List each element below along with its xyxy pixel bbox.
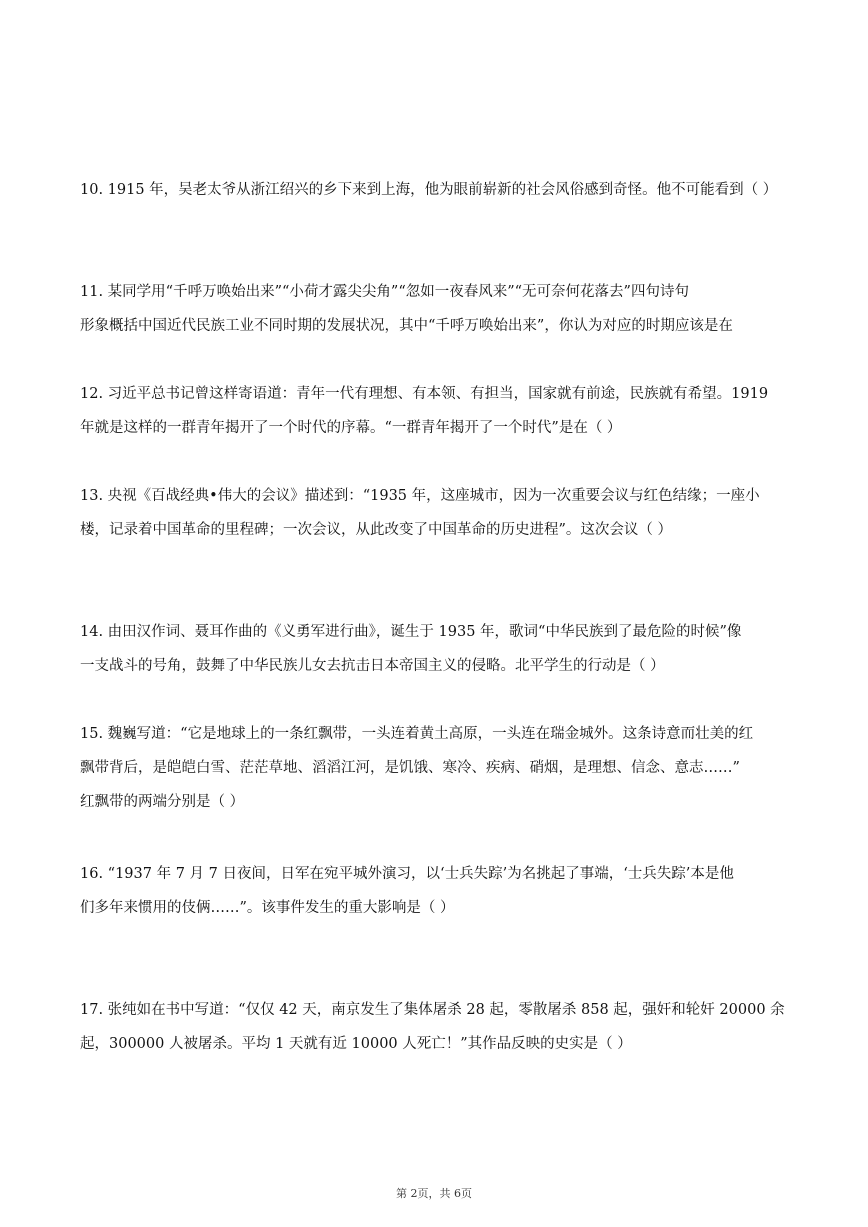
- q15-stem-line2: 飘带背后，是皑皑白雪、茫茫草地、滔滔江河，是饥饿、寒冷、疾病、硝烟，是理想、信念、意志……”: [80, 760, 740, 776]
- q12-stem-line1: 12. 习近平总书记曾这样寄语道：青年一代有理想、有本领、有担当，国家就有前途，民族就有希望。1919: [80, 386, 769, 402]
- page-footer: 第 2页，共 6页: [396, 1187, 472, 1200]
- q15-stem-line1: 15. 魏巍写道：“它是地球上的一条红飘带，一头连着黄土高原，一头连在瑞金城外。这条诗意而壮美的红: [80, 726, 754, 742]
- q13-stem-line2: 楼，记录着中国革命的里程碑；一次会议，从此改变了中国革命的历史进程”。这次会议（ ）: [80, 522, 673, 538]
- q12-stem-line2: 年就是这样的一群青年揭开了一个时代的序幕。“一群青年揭开了一个时代”是在（ ）: [80, 420, 622, 436]
- q10-stem: 10. 1915 年，吴老太爷从浙江绍兴的乡下来到上海，他为眼前崭新的社会风俗感到奇怪。他不可能看到（ ）: [80, 182, 778, 198]
- q14-stem-line1: 14. 由田汉作词、聂耳作曲的《义勇军进行曲》，诞生于 1935 年，歌词“中华民族到了最危险的时候”像: [80, 624, 742, 640]
- q16-stem-line1: 16. “1937 年 7 月 7 日夜间，日军在宛平城外演习，以‘士兵失踪’为名挑起了事端，‘士兵失踪’本是他: [80, 866, 734, 882]
- q14-stem-line2: 一支战斗的号角，鼓舞了中华民族儿女去抗击日本帝国主义的侵略。北平学生的行动是（ ）: [80, 658, 665, 674]
- q11-stem-line2: 形象概括中国近代民族工业不同时期的发展状况，其中“千呼万唤始出来”，你认为对应的时期应该是在: [80, 318, 733, 334]
- q17-stem-line1: 17. 张纯如在书中写道：“仅仅 42 天，南京发生了集体屠杀 28 起，零散屠杀 858 起，强奸和轮奸 20000 余: [80, 1002, 785, 1018]
- q16-stem-line2: 们多年来惯用的伎俩……”。该事件发生的重大影响是（ ）: [80, 900, 455, 916]
- q13-stem-line1: 13. 央视《百战经典•伟大的会议》描述到：“1935 年，这座城市，因为一次重要会议与红色结缘；一座小: [80, 488, 760, 504]
- q11-stem-line1: 11. 某同学用“千呼万唤始出来”“小荷才露尖尖角”“忽如一夜春风来”“无可奈何花落去”四句诗句: [80, 284, 689, 300]
- q17-stem-line2: 起，300000 人被屠杀。平均 1 天就有近 10000 人死亡！”其作品反映的史实是（ ）: [80, 1036, 632, 1052]
- q15-stem-line3: 红飘带的两端分别是（ ）: [80, 794, 245, 810]
